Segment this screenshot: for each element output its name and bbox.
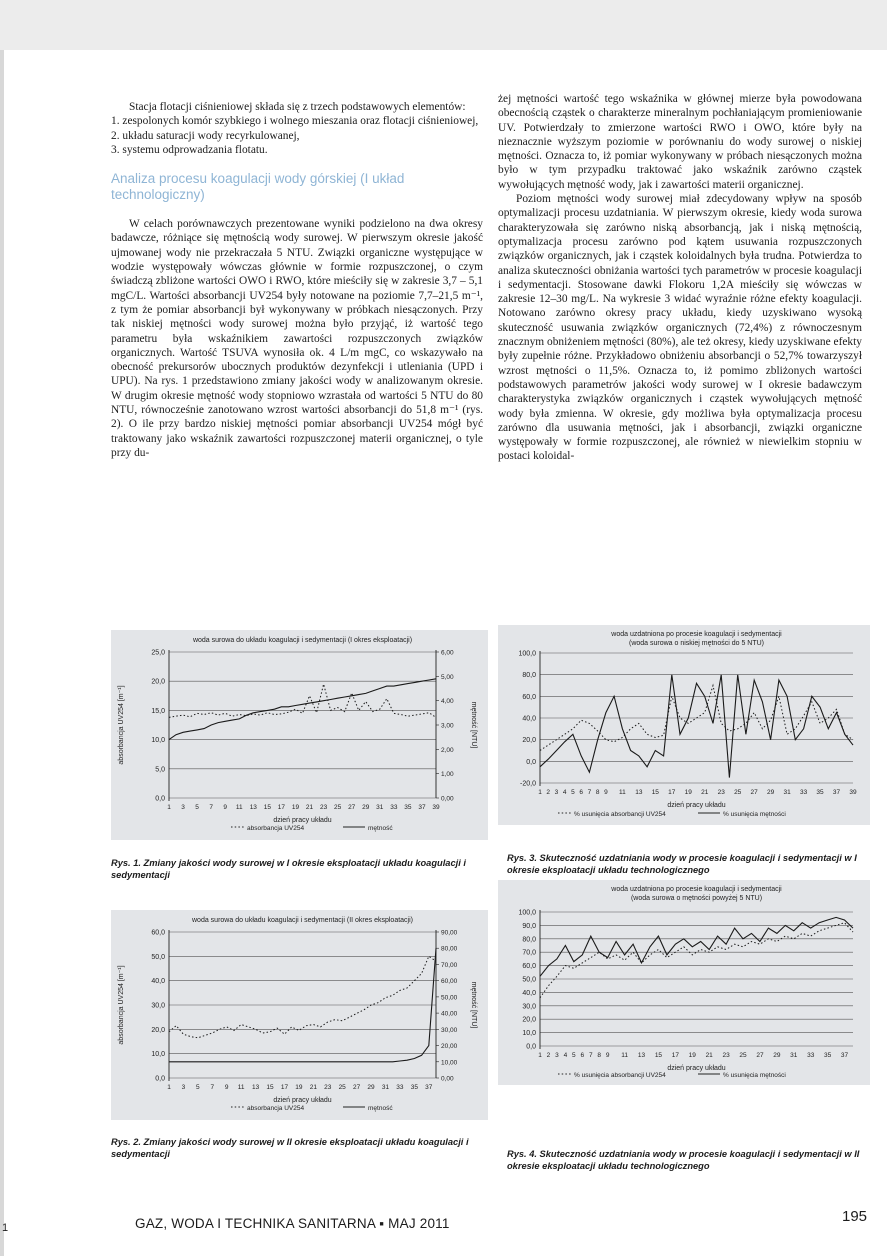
y-tick-label: 0,0 (526, 758, 536, 766)
x-tick-label: 27 (348, 804, 356, 811)
x-tick-label: 13 (249, 804, 257, 811)
x-tick-label: 3 (181, 1084, 186, 1091)
y2-tick-label: 3,00 (441, 722, 454, 730)
y2-tick-label: 50,00 (441, 994, 458, 1002)
x-tick-label: 33 (799, 789, 808, 796)
x-tick-label: 13 (251, 1084, 260, 1091)
figure-2-caption: Rys. 2. Zmiany jakości wody surowej w II okresie eksploatacji układu koagulacji i sedymentacji (111, 1137, 469, 1159)
x-tick-label: 29 (773, 1052, 781, 1059)
x-tick-label: 4 (563, 1052, 568, 1059)
x-tick-label: 37 (840, 1052, 849, 1059)
y2-tick-label: 90,00 (441, 929, 458, 937)
chart-title: (woda surowa o mętności powyżej 5 NTU) (630, 895, 763, 902)
y-tick-label: 10,0 (151, 1051, 165, 1059)
legend-label: absorbancja UV254 (247, 825, 305, 832)
y-tick-label: 50,0 (522, 976, 536, 984)
y-tick-label: -20,0 (520, 780, 536, 788)
y2-tick-label: 70,00 (441, 961, 458, 969)
x-tick-label: 31 (783, 789, 791, 796)
series-line (169, 684, 436, 717)
y2-tick-label: 40,00 (441, 1010, 458, 1018)
figure-1-chart (111, 630, 488, 840)
y2-tick-label: 60,00 (441, 978, 458, 986)
x-tick-label: 2 (546, 1052, 551, 1059)
y-tick-label: 40,0 (151, 978, 165, 986)
x-tick-label: 11 (621, 1052, 628, 1059)
list-item: 2. układu saturacji wody recyrkulowanej, (111, 129, 300, 142)
x-tick-label: 33 (390, 804, 398, 811)
y2-tick-label: 10,00 (441, 1059, 458, 1067)
x-tick-label: 7 (210, 1084, 215, 1091)
chart-title: woda surowa do układu koagulacji i sedymentacji (II okres eksploatacji) (192, 917, 413, 924)
series-line (540, 675, 853, 778)
x-tick-label: 2 (546, 789, 551, 796)
legend-label: absorbancja UV254 (247, 1105, 305, 1112)
x-tick-label: 25 (338, 1084, 346, 1091)
y-tick-label: 25,0 (151, 649, 165, 657)
figure-4-chart (498, 880, 870, 1085)
page-number: 195 (842, 1208, 868, 1225)
y-tick-label: 70,0 (522, 949, 536, 957)
y-tick-label: 100,0 (518, 909, 536, 917)
figure-2-chart (111, 910, 488, 1120)
series-line (540, 917, 853, 976)
x-tick-label: 5 (196, 1084, 200, 1091)
x-tick-label: 17 (277, 804, 286, 811)
y-axis-label: absorbancja UV254 [m⁻¹] (118, 685, 125, 765)
x-tick-label: 21 (305, 804, 314, 811)
x-tick-label: 19 (291, 804, 300, 811)
y-tick-label: 10,0 (151, 737, 165, 745)
y-tick-label: 20,0 (522, 1016, 536, 1024)
x-tick-label: 29 (367, 1084, 375, 1091)
legend-label: % usunięcia absorbancji UV254 (574, 1072, 666, 1079)
x-tick-label: 11 (237, 1084, 245, 1091)
x-tick-label: 1 (538, 1052, 542, 1059)
x-tick-label: 23 (319, 804, 328, 811)
text-column-right (498, 92, 862, 464)
chart-title: woda uzdatniona po procesie koagulacji i sedymentacji (611, 886, 782, 893)
x-tick-label: 21 (705, 1052, 713, 1059)
x-tick-label: 23 (717, 789, 725, 796)
journal-footer: GAZ, WODA I TECHNIKA SANITARNA ▪ MAJ 2011 (135, 1216, 450, 1231)
legend-label: % usunięcia mętności (723, 1072, 786, 1079)
y-tick-label: 60,0 (151, 929, 165, 937)
left-edge-mark: 1 (2, 1222, 9, 1234)
x-tick-label: 35 (410, 1084, 418, 1091)
x-tick-label: 1 (167, 1084, 171, 1091)
y-tick-label: 50,0 (151, 953, 165, 961)
y-tick-label: 90,0 (522, 922, 536, 930)
figure-3-chart (498, 625, 870, 825)
body-paragraph: Poziom mętności wody surowej miał zdecydowany wpływ na sposób optymalizacji procesu uzdatniania. W pierwszym okresie, kiedy woda surowa charakteryzowała się zarówno niską absorbancją, jak i niską mętnością, optymalizacja procesu zarówno pod kątem usuwania rozpuszczonych związków organicznych, jak i cząstek koloidalnych była trudna. Potwierdza to analiza skuteczności obniżania wartości tych parametrów w procesie koagulacji i sedymentacji. Stosowane dawki Flokoru 1,2A mieściły się wówczas w zakresie 12–30 mg/L. Na wykresie 3 widać wyraźnie różne efekty koagulacji. Notowano zarówno okresy pracy układu, kiedy uzyskiwano wysoką skuteczność usuwania związków organicznych (72,4%) z równoczesnym znacznym obniżeniem mętności (80%), ale też okresy, kiedy uzyskiwane efekty były zupełnie różne. Przykładowo obniżeniu absorbancji o 52,7% towarzyszył wzrost mętności o 11,5%. Oznacza to, iż pomimo zbliżonych wartości podstawowych parametrów jakości wody surowej w I okresie badawczym charakterystyka związków organicznych i cząstek wywołujących mętność wody była zmienna. W okresie, gdy możliwa była optymalizacja procesu zarówno dla usuwania mętności, jak i absorbancji, związki organiczne występowały w formie rozpuszczonej, ale również w niewielkim stopniu w postaci koloidal- (498, 193, 862, 463)
y2-tick-label: 0,00 (441, 1075, 454, 1083)
body-paragraph: W celach porównawczych prezentowane wyniki podzielono na dwa okresy badawcze, różniące się mętnością wody surowej. W pierwszym okresie jakość ujmowanej wody nie przekraczała 5 NTU. Związki organiczne występujące w wodzie występowały wówczas głównie w formie rozpuszczonej, o czym świadczą zbliżone wartości OWO i RWO, które mieściły się w zakresie 3,7 – 5,1 mgC/L. Wartości absorbancji UV254 były notowane na poziomie 7,7–21,5 m⁻¹, z tym że pomiar absorbancji był wykonywany w próbkach niesączonych. Przy tak niskiej mętności wody surowej można było przyjąć, iż wartość tego parametru była wskaźnikiem zawartości rozpuszczonych związków organicznych. Wartość TSUVA wynosiła ok. 4 L/m mgC, co wskazywało na obecność prekursorów ubocznych produktów dezynfekcji i utleniania (UPD i UPU). Na rys. 1 przedstawiono zmiany jakości wody w analizowanym okresie. W drugim okresie mętność wody stopniowo wzrastała od wartości 5 NTU do 80 NTU, równocześnie zanotowano wzrost wartości absorbancji do 51,8 m⁻¹ (rys. 2). O ile przy bardzo niskiej mętności pomiar absorbancji UV254 mógł być traktowany jako wskaźnik zawartości rozpuszczonej materii organicznej, o tyle przy du- (111, 218, 483, 459)
x-tick-label: 19 (688, 1052, 696, 1059)
x-tick-label: 25 (739, 1052, 747, 1059)
figure-4-caption: Rys. 4. Skuteczność uzdatniania wody w procesie koagulacji i sedymentacji w II okresie eksploatacji układu technologicznego (507, 1149, 860, 1171)
legend-label: % usunięcia absorbancji UV254 (574, 811, 666, 818)
x-tick-label: 39 (432, 804, 440, 811)
chart-title: (woda surowa o niskiej mętności do 5 NTU) (629, 640, 764, 647)
x-tick-label: 35 (824, 1052, 832, 1059)
x-tick-label: 37 (832, 789, 841, 796)
x-tick-label: 5 (195, 804, 199, 811)
x-tick-label: 8 (595, 789, 600, 796)
y-tick-label: 15,0 (151, 707, 165, 715)
x-tick-label: 23 (324, 1084, 332, 1091)
x-tick-label: 37 (418, 804, 426, 811)
y-tick-label: 20,0 (151, 1026, 165, 1034)
y2-tick-label: 5,00 (441, 673, 454, 681)
x-tick-label: 19 (684, 789, 692, 796)
figure-1-caption: Rys. 1. Zmiany jakości wody surowej w I okresie eksploatacji układu koagulacji i sedymentacji (111, 858, 466, 880)
legend-label: mętność (368, 1105, 393, 1112)
x-tick-label: 9 (223, 804, 228, 811)
legend-label: % usunięcia mętności (723, 811, 786, 818)
x-tick-label: 33 (807, 1052, 815, 1059)
section-heading: Analiza procesu koagulacji wody górskiej (I układ technologiczny) (111, 171, 405, 203)
scan-left-edge (0, 50, 4, 1256)
x-tick-label: 33 (396, 1084, 404, 1091)
x-tick-label: 35 (816, 789, 824, 796)
x-axis-label: dzień pracy układu (667, 802, 726, 809)
y-tick-label: 100,0 (518, 650, 536, 658)
x-tick-label: 13 (635, 789, 643, 796)
x-tick-label: 15 (654, 1052, 663, 1059)
intro-paragraph: Stacja flotacji ciśnieniowej składa się z trzech podstawowych elementów: (129, 101, 466, 113)
y-tick-label: 20,0 (522, 737, 536, 745)
y-tick-label: 5,0 (155, 766, 165, 774)
x-axis-label: dzień pracy układu (667, 1065, 726, 1072)
x-tick-label: 21 (309, 1084, 317, 1091)
x-tick-label: 8 (597, 1052, 602, 1059)
y-tick-label: 60,0 (522, 963, 536, 971)
x-tick-label: 35 (404, 804, 412, 811)
x-tick-label: 7 (588, 1052, 593, 1059)
y2-tick-label: 0,00 (441, 795, 454, 803)
y-tick-label: 80,0 (522, 936, 536, 944)
x-tick-label: 31 (790, 1052, 798, 1059)
x-tick-label: 37 (425, 1084, 433, 1091)
x-tick-label: 11 (235, 804, 243, 811)
y-tick-label: 0,0 (526, 1043, 536, 1051)
body-paragraph: żej mętności wartość tego wskaźnika w głównej mierze była powodowana obecnością cząstek o charakterze mineralnym pochłaniającym promieniowanie UV. Potwierdzały to zmierzone wartości RWO i OWO, które były na nieznacznie wyższym poziomie w porównaniu do wody surowej o niskiej mętności. Oznacza to, iż pomiar wykonywany w próbach niesączonych można było w tym przypadku traktować jako wskaźnik zarówno cząstek wywołujących mętność wody, jak i zawartości materii organicznej. (498, 93, 862, 191)
chart-title: woda uzdatniona po procesie koagulacji i sedymentacji (611, 631, 782, 638)
scan-top-band (0, 0, 887, 50)
x-tick-label: 3 (181, 804, 185, 811)
y-tick-label: 80,0 (522, 672, 536, 680)
x-tick-label: 27 (756, 1052, 764, 1059)
x-tick-label: 5 (571, 789, 575, 796)
x-tick-label: 17 (671, 1052, 679, 1059)
x-tick-label: 29 (362, 804, 370, 811)
series-line (169, 956, 436, 1038)
y2-tick-label: 20,00 (441, 1043, 458, 1051)
y-tick-label: 20,0 (151, 678, 165, 686)
x-tick-label: 5 (572, 1052, 576, 1059)
x-tick-label: 6 (579, 789, 583, 796)
x-tick-label: 31 (376, 804, 384, 811)
y2-tick-label: 1,00 (441, 771, 454, 779)
x-tick-label: 27 (353, 1084, 361, 1091)
y-tick-label: 30,0 (522, 1003, 536, 1011)
figure-3-caption: Rys. 3. Skuteczność uzdatniania wody w procesie koagulacji i sedymentacji w I okresie eksploatacji układu technologicznego (507, 853, 857, 875)
x-tick-label: 3 (554, 789, 559, 796)
y-axis-label: absorbancja UV254 [m⁻¹] (118, 965, 125, 1045)
y2-tick-label: 80,00 (441, 945, 458, 953)
x-tick-label: 9 (605, 1052, 610, 1059)
x-tick-label: 1 (538, 789, 542, 796)
x-tick-label: 21 (701, 789, 709, 796)
x-tick-label: 39 (849, 789, 857, 796)
x-tick-label: 31 (381, 1084, 390, 1091)
x-axis-label: dzień pracy układu (273, 817, 332, 824)
y-tick-label: 30,0 (151, 1002, 165, 1010)
series-line (169, 679, 436, 740)
y2-axis-label: mętność [NTU] (470, 981, 477, 1029)
legend-label: mętność (368, 825, 393, 832)
x-tick-label: 23 (722, 1052, 730, 1059)
x-tick-label: 3 (555, 1052, 559, 1059)
x-tick-label: 6 (580, 1052, 585, 1059)
text-column-left (111, 100, 483, 460)
x-tick-label: 7 (587, 789, 592, 796)
y-tick-label: 0,0 (155, 795, 165, 803)
x-tick-label: 9 (224, 1084, 229, 1091)
x-tick-label: 25 (734, 789, 742, 796)
x-tick-label: 11 (618, 789, 626, 796)
x-tick-label: 1 (167, 804, 171, 811)
x-tick-label: 29 (767, 789, 775, 796)
y2-tick-label: 6,00 (441, 649, 454, 657)
x-tick-label: 15 (266, 1084, 274, 1091)
x-tick-label: 13 (637, 1052, 646, 1059)
list-item: 3. systemu odprowadzania flotatu. (111, 143, 268, 156)
chart-title: woda surowa do układu koagulacji i sedymentacji (I okres eksploatacji) (192, 637, 413, 644)
y2-tick-label: 4,00 (441, 698, 454, 706)
y2-tick-label: 30,00 (441, 1026, 458, 1034)
x-tick-label: 4 (562, 789, 567, 796)
series-line (540, 923, 853, 998)
elements-list (111, 114, 483, 157)
x-tick-label: 15 (651, 789, 659, 796)
y2-tick-label: 2,00 (441, 746, 454, 754)
x-tick-label: 25 (334, 804, 342, 811)
x-tick-label: 27 (750, 789, 758, 796)
x-axis-label: dzień pracy układu (273, 1097, 332, 1104)
y-tick-label: 40,0 (522, 989, 536, 997)
y-tick-label: 10,0 (522, 1030, 536, 1038)
y2-axis-label: mętność [NTU] (470, 701, 477, 749)
y-tick-label: 0,0 (155, 1075, 165, 1083)
x-tick-label: 7 (209, 804, 213, 811)
y-tick-label: 60,0 (522, 693, 536, 701)
x-tick-label: 17 (280, 1084, 289, 1091)
x-tick-label: 15 (263, 804, 271, 811)
x-tick-label: 17 (668, 789, 676, 796)
y-tick-label: 40,0 (522, 715, 536, 723)
x-tick-label: 9 (604, 789, 608, 796)
list-item: 1. zespolonych komór szybkiego i wolnego mieszania oraz flotacji ciśnieniowej, (111, 115, 479, 128)
x-tick-label: 19 (295, 1084, 303, 1091)
